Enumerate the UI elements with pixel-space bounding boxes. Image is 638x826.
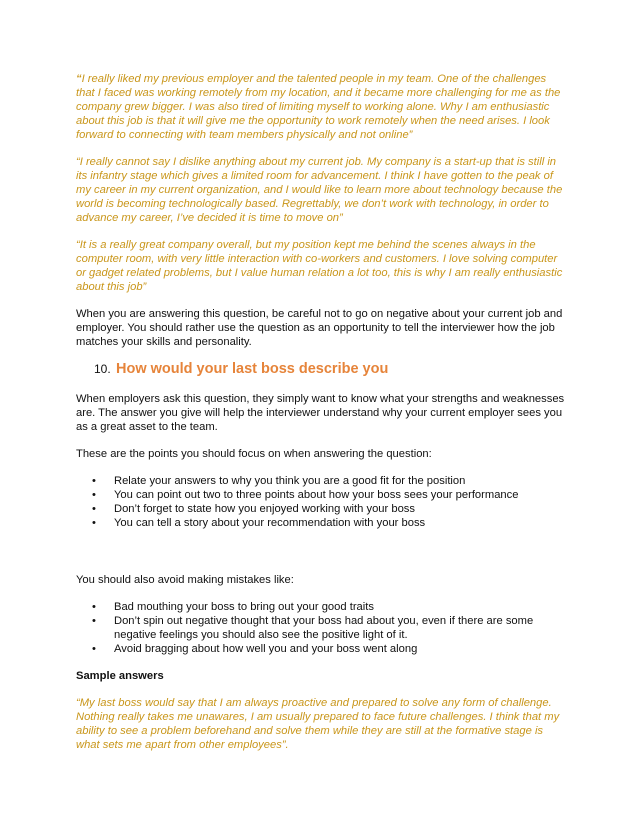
bullet-icon: • xyxy=(92,601,96,613)
bullet-icon: • xyxy=(92,517,96,529)
quote-previous-employer xyxy=(76,72,566,142)
section-number: 10. xyxy=(94,362,111,376)
list-item-text: Don’t forget to state how you enjoyed working with your boss xyxy=(114,503,415,515)
list-item xyxy=(76,474,566,488)
document-page xyxy=(76,72,566,765)
vertical-spacer xyxy=(76,543,566,573)
list-item-text: Don’t spin out negative thought that your boss had about you, even if there are some negative feelings you should also see the positive light of it. xyxy=(114,615,534,641)
sample-answers-label: Sample answers xyxy=(76,670,164,682)
bullet-icon: • xyxy=(92,475,96,487)
quote-text: I really liked my previous employer and the talented people in my team. One of the challenges that I faced was working remotely from my location, and it became more challenging for me as the company grew bigger. I was also tired of limiting myself to working alone. Why I am enthusiastic about this job is that it will give me the opportunity to work remotely when the need arises. I look forward to connecting with team members physically and not online” xyxy=(76,73,561,141)
advice-paragraph: When you are answering this question, be careful not to go on negative about your current job and employer. You should rather use the question as an opportunity to tell the interviewer how the job matches your skills and personality. xyxy=(76,308,563,348)
bullet-icon: • xyxy=(92,643,96,655)
list-item-text: You can tell a story about your recommendation with your boss xyxy=(114,517,426,529)
list-item xyxy=(76,516,566,530)
section-heading xyxy=(94,362,566,376)
quote-open-mark: “ xyxy=(76,73,82,85)
section-title: How would your last boss describe you xyxy=(116,361,389,377)
list-item xyxy=(76,642,566,656)
list-item xyxy=(76,502,566,516)
intro-paragraph: When employers ask this question, they simply want to know what your strengths and weaknesses are. The answer you give will help the interviewer understand why your current employer sees you as a great asset to the team. xyxy=(76,393,565,433)
list-item xyxy=(76,614,566,642)
list-item-text: You can point out two to three points about how your boss sees your performance xyxy=(114,489,519,501)
quote-great-company: “It is a really great company overall, but my position kept me behind the scenes always in the computer room, with very little interaction with co-workers and customers. I love solving computer or gadget related problems, but I value human relation a lot too, this is why I am really enthusiastic about this job” xyxy=(76,239,563,293)
quote-sample-answer: “My last boss would say that I am always proactive and prepared to solve any form of challenge. Nothing really takes me unawares, I am usually prepared to face future challenges. I think that my ability to see a problem beforehand and solve them while they are still at the formative stage is what sets me apart from other employees”. xyxy=(76,697,560,751)
avoid-paragraph: You should also avoid making mistakes like: xyxy=(76,574,294,586)
list-item xyxy=(76,488,566,502)
list-item-text: Relate your answers to why you think you are a good fit for the position xyxy=(114,475,466,487)
quote-current-job: “I really cannot say I dislike anything about my current job. My company is a start-up that is still in its infantry stage which gives a limited room for advancement. I think I have gotten to the peak of my career in my current organization, and I would like to learn more about technology because the world is becoming technologically based. Regrettably, we don’t work with technology, in order to advance my career, I’ve decided it is time to move on” xyxy=(76,156,563,224)
list-item-text: Bad mouthing your boss to bring out your good traits xyxy=(114,601,374,613)
list-item-text: Avoid bragging about how well you and your boss went along xyxy=(114,643,418,655)
focus-points-list xyxy=(76,474,566,530)
focus-paragraph: These are the points you should focus on when answering the question: xyxy=(76,448,432,460)
bullet-icon: • xyxy=(92,615,96,627)
bullet-icon: • xyxy=(92,503,96,515)
avoid-points-list xyxy=(76,600,566,656)
list-item xyxy=(76,600,566,614)
bullet-icon: • xyxy=(92,489,96,501)
